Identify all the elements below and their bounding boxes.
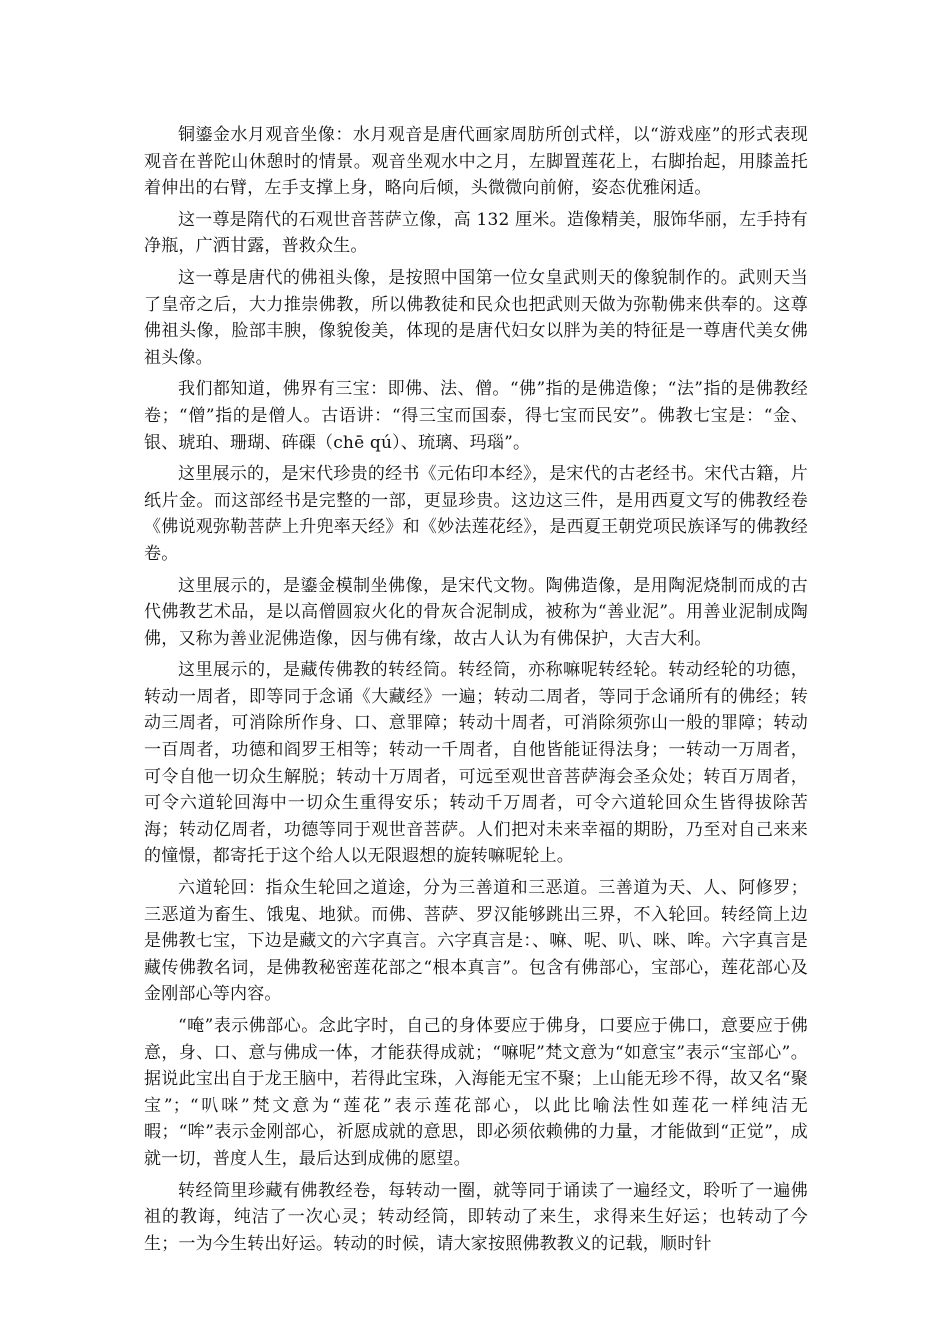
- paragraph-prayer-wheel: 这里展示的，是藏传佛教的转经筒。转经筒，亦称嘛呢转经轮。转动经轮的功德，转动一周者，即等同于念诵《大藏经》一遍；转动二周者，等同于念诵所有的佛经；转动三周者，可消除所作身、口、意罪障；转动十周者，可消除须弥山一般的罪障；转动一百周者，功德和阎罗王相等；转动一千周者，自他皆能证得法身；一转动一万周者，可令自他一切众生解脱；转动十万周者，可远至观世音菩萨海会圣众处；转百万周者，可令六道轮回海中一切众生重得安乐；转动千万周者，可令六道轮回众生皆得拔除苦海；转动亿周者，功德等同于观世音菩萨。人们把对未来幸福的期盼，乃至对自己来来的憧憬，都寄托于这个给人以无限遐想的旋转嘛呢轮上。: [144, 660, 808, 867]
- paragraph-sutra-turning: 转经筒里珍藏有佛教经卷，每转动一圈，就等同于诵读了一遍经文，聆听了一遍佛祖的教诲，纯洁了一次心灵；转动经筒，即转动了来生，求得来生好运；也转动了今生；一为今生转出好运。转动的时候，请大家按照佛教教义的记载，顺时针: [144, 1180, 808, 1254]
- paragraph-six-paths: 六道轮回：指众生轮回之道途，分为三善道和三恶道。三善道为天、人、阿修罗；三恶道为畜生、饿鬼、地狱。而佛、菩萨、罗汉能够跳出三界，不入轮回。转经筒上边是佛教七宝，下边是藏文的六字真言。六字真言是：、嘛、呢、叭、咪、哞。六字真言是藏传佛教名词，是佛教秘密莲花部之“根本真言”。包含有佛部心，宝部心，莲花部心及金刚部心等内容。: [144, 878, 808, 1005]
- paragraph-sui-statue: 这一尊是隋代的石观世音菩萨立像，高 132 厘米。造像精美，服饰华丽，左手持有净瓶，广洒甘露，普救众生。: [144, 209, 808, 257]
- document-body: [144, 122, 808, 1262]
- paragraph-tang-buddha-head: 这一尊是唐代的佛祖头像，是按照中国第一位女皇武则天的像貌制作的。武则天当了皇帝之后，大力推崇佛教，所以佛教徒和民众也把武则天做为弥勒佛来供奉的。这尊佛祖头像，脸部丰腴，像貌俊美，体现的是唐代妇女以胖为美的特征是一尊唐代美女佛祖头像。: [144, 267, 808, 368]
- paragraph-om-meaning: “唵”表示佛部心。念此字时，自己的身体要应于佛身，口要应于佛口，意要应于佛意，身、口、意与佛成一体，才能获得成就；“嘛呢”梵文意为“如意宝”表示“宝部心”。据说此宝出自于龙王脑中，若得此宝珠，入海能无宝不聚；上山能无珍不得，故又名“聚宝”；“叭咪”梵文意为“莲花”表示莲花部心，以此比喻法性如莲花一样纯洁无暇；“哞”表示金刚部心，祈愿成就的意思，即必须依赖佛的力量，才能做到“正觉”，成就一切，普度人生，最后达到成佛的愿望。: [144, 1016, 808, 1169]
- paragraph-guanyin-bronze: 铜鎏金水月观音坐像：水月观音是唐代画家周肪所创式样，以“游戏座”的形式表现观音在普陀山休憩时的情景。观音坐观水中之月，左脚置莲花上，右脚抬起，用膝盖托着伸出的右臂，左手支撑上身，略向后倾，头微微向前俯，姿态优雅闲适。: [144, 125, 808, 199]
- paragraph-clay-buddha: 这里展示的，是鎏金模制坐佛像，是宋代文物。陶佛造像，是用陶泥烧制而成的古代佛教艺术品，是以高僧圆寂火化的骨灰合泥制成，被称为“善业泥”。用善业泥制成陶佛，又称为善业泥佛造像，因与佛有缘，故古人认为有佛保护，大吉大利。: [144, 575, 808, 649]
- paragraph-song-scriptures: 这里展示的，是宋代珍贵的经书《元佑印本经》，是宋代的古老经书。宋代古籍，片纸片金。而这部经书是完整的一部，更显珍贵。这边这三件，是用西夏文写的佛教经卷《佛说观弥勒菩萨上升兜率天经》和《妙法莲花经》，是西夏王朝党项民族译写的佛教经卷。: [144, 464, 808, 564]
- paragraph-three-treasures: 我们都知道，佛界有三宝：即佛、法、僧。“佛”指的是佛造像；“法”指的是佛教经卷；“僧”指的是僧人。古语讲：“得三宝而国泰，得七宝而民安”。佛教七宝是：“金、银、琥珀、珊瑚、砗磲（chē qú）、琉璃、玛瑙”。: [144, 379, 808, 453]
